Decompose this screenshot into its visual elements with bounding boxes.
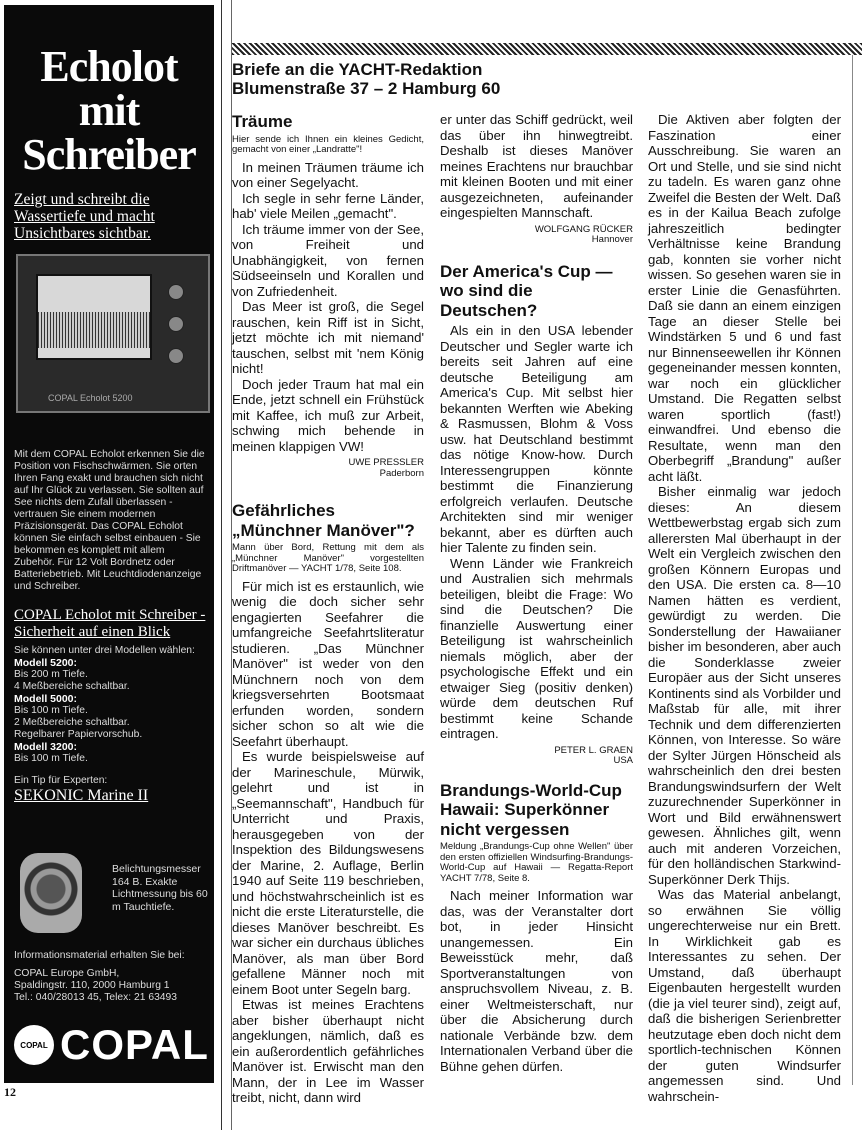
poem-stanza: In meinen Träumen träume ich von einer Segelyacht.	[232, 159, 424, 190]
article-lead: Meldung „Brandungs-Cup ohne Wellen" über den ersten offiziellen Windsurfing-Brandungs-World-Cup auf Hawaii — Regatta-Report YACHT 7/78, Seite 8.	[440, 841, 633, 884]
paragraph: Die Aktiven aber folgten der Faszination einer Ausschreibung. Sie waren an Ort und Stelle, und sie sind nicht zu tadeln. Es waren ganz ohne Zweifel die Besten der Welt. Daß es in der Kailua Beach zufolge jahreszeitlich bedingter Verhältnisse keine Brandung gab, konnten sie vorher nicht wissen. So gesehen waren sie in erster Linie die Genasführten. Daß sie dann an einem einzigen Tage an dieser Stelle bei Windstärken 5 und 6 und fast nur Binnenseewellen ihr Können gegeneinander messen konnten, war noch ein glücklicher Umstand. Die Regatten selbst waren sportlich (fast!) einwandfrei. Und ebenso die Resultate, wenn man den Oberbegriff „Brandung" außer acht läßt.	[648, 112, 841, 484]
author-signature: PETER L. GRAEN USA	[554, 744, 633, 766]
device-knob-icon	[168, 316, 184, 332]
paragraph: er unter das Schiff gedrückt, weil das über ihn hinwegtreibt. Deshalb ist dieses Manöver meines Erachtens nur brauchbar mit kleinen Booten und mit einer ausgezeichneten, aufeinander eingespielten Mannschaft.	[440, 112, 633, 220]
paragraph: Als ein in den USA lebender Deutscher und Segler warte ich bereits seit Jahren auf eine deutsche Beteiligung am America's Cup. Mit selbst hier bekannten Werften wie Abeking & Rasmussen, Blohm & Voss usw. hat Deutschland bestimmt das nötige Know-how. Durch Interessengruppen könnte bestimmt die Finanzierung erfolgreich verlaufen. Deutsche Architekten sind mir weniger bekannt, aber es dürften auch hier Talente zu finden sein.	[440, 323, 633, 555]
echolot-recorder-screen	[36, 274, 152, 360]
copal-advertisement	[4, 5, 214, 1083]
ad-heading: COPAL Echolot mit Schreiber - Sicherheit auf einen Blick	[14, 607, 206, 640]
article-title: Gefährliches „Münchner Manöver"?	[232, 501, 415, 540]
author-signature: WOLFGANG RÜCKER Hannover	[534, 223, 633, 245]
copal-logo-mark-icon: COPAL	[14, 1025, 54, 1065]
header-stripe	[232, 43, 862, 55]
paragraph: Nach meiner Information war das, was der Veranstalter dort bot, in jeder Hinsicht unangemessen. Ein Beweisstück mehr, daß Sportveranstaltungen von anspruchsvollem Niveau, z. B. einer Weltmeisterschaft, nur über die Absicherung durch nationale Verbände bzw. dem Internationalen Verband über die Bühne gehen dürfen.	[440, 888, 633, 1074]
paragraph: Wenn Länder wie Frankreich und Australien sich mehrmals beteiligen, bleibt die Frage: Wo sind die Deutschen? Die finanzielle Auswertung einer Beteiligung ist wahrscheinlich niemals möglich, aber der psychologische Effekt und ein etwaiger Sieg (positiv denken) würde dem deutschen Ruf bestimmt keine Schande eintragen.	[440, 555, 633, 741]
column-2	[440, 112, 633, 1074]
paragraph: Bisher einmalig war jedoch dieses: An diesem Wettbewerbstag ergab sich zum allerersten Mal überhaupt in der Welt ein Vergleich zwischen den großen Könnern Europas und den USA. Die ersten ca. 8—10 Namen hätten es verdient, gewürdigt zu werden. Die Sonderstellung der Hawaiianer bisher im besonderen, aber auch die Sonderklasse zweier Europäer aus der Sicht unseres Kontinents sind als Vorbilder und Maßstab für alle, mit ihrer Technik und dem differenzierten Können, von Interesse. So wäre der Sylter Jürgen Hönscheid als wahrscheinlich den drei besten Brandungswindsurfern der Welt zuzurechnender Superkönner in Wort und Bild erwähnenswert gewesen. Ähnliches gilt, wenn auch mit anderen Vorzeichen, für den holländischen Starkwind-Superkönner Derk Thijs.	[648, 484, 841, 887]
article-lead: Mann über Bord, Rettung mit dem als „Münchner Manöver" vorgestellten Driftmanöver — YACHT 1/78, Seite 108.	[232, 542, 424, 574]
ad-models: Sie können unter drei Modellen wählen: Modell 5200: Bis 200 m Tiefe. 4 Meßbereiche schaltbar. Modell 5000: Bis 100 m Tiefe. 2 Meßbereiche schaltbar. Regelbarer Papiervorschub. Modell 3200: Bis 100 m Tiefe. Ein Tip für Experten:	[14, 645, 195, 786]
article-title: Träume	[232, 112, 293, 131]
article-title: Der America's Cup — wo sind die Deutschen?	[440, 261, 613, 320]
light-meter-image	[20, 853, 82, 933]
poem-stanza: Ich segle in sehr ferne Länder, hab' viele Meilen „gemacht".	[232, 190, 424, 221]
paragraph: Etwas ist meines Erachtens aber bisher überhaupt nicht angeklungen, nämlich, daß es ein außerordentlich gefährliches Manöver ist. Erwischt man den Mann, der in Lee im Wasser treibt, nicht, dann wird	[232, 997, 424, 1105]
column-1	[232, 112, 424, 1106]
device-knob-icon	[168, 284, 184, 300]
paragraph: Was das Material anbelangt, so erwähnen Sie völlig ungerechterweise nur ein Brett. In Wirklichkeit gab es Interessantes zu sehen. Der Umstand, daß überhaupt Eigenbauten hergestellt wurden (die ja viel teurer sind), zeigt auf, daß die bisherigen Serienbretter heutzutage eben doch nicht dem sportlich-technischen Können der guten Windsurfer angemessen sind. Und wahrschein-	[648, 887, 841, 1104]
echolot-device-image	[16, 254, 210, 413]
paragraph: Es wurde beispielsweise auf der Marineschule, Mürwik, gelehrt und ist in „Seemannschaft", Handbuch für Unterricht und Praxis, herausgegeben von der Inspektion des Bildungswesens der Marine, 2. Auflage, Berlin 1940 auf Seite 119 beschrieben, und höchstwahrscheinlich ist es nicht die erste Literaturstelle, die dieses Manöver beschreibt. Es war sicher ein durchaus übliches Manöver, als man über Bord gefallene Männer noch mit einem Boot unter Segeln barg.	[232, 749, 424, 997]
device-brand-label: COPAL Echolot 5200	[48, 393, 133, 403]
paragraph: Für mich ist es erstaunlich, wie wenig die doch sicher sehr engagierten Seefahrer die umfangreiche Seefahrtsliteratur studieren. „Das Münchner Manöver" ist weder von den Münchnern noch von dem kriegsversehrten Bootsmaat erfunden worden, sondern sicher schon so alt wie die Seefahrt überhaupt.	[232, 578, 424, 749]
poem-stanza: Doch jeder Traum hat mal ein Ende, jetzt schnell ein Frühstück mit Kaffee, ich muß zur Arbeit, schwing mich behende in meinen klappigen VW!	[232, 376, 424, 454]
column-divider	[221, 0, 222, 1130]
copal-logo: COPAL COPAL	[14, 1021, 209, 1069]
ad-title: Echolot mit Schreiber	[22, 42, 196, 179]
ad-subtitle: Zeigt und schreibt die Wassertiefe und macht Unsichtbares sichtbar.	[14, 191, 155, 242]
article-title: Brandungs-World-Cup Hawaii: Superkönner nicht vergessen	[440, 780, 622, 839]
light-meter-text: Belichtungsmesser 164 B. Exakte Lichtmessung bis 60 m Tauchtiefe.	[112, 863, 208, 913]
poem-stanza: Ich träume immer von der See, von Freiheit und Unabhängigkeit, von fernen Südseeinseln und Korallen und von Zufriedenheit.	[232, 221, 424, 299]
column-3	[648, 112, 841, 1104]
poem-stanza: Das Meer ist groß, die Segel rauschen, kein Riff ist in Sicht, jetzt möchte ich mit niemand' tauschen, selbst mit 'nem König nicht!	[232, 299, 424, 376]
page-number: 12	[4, 1085, 16, 1099]
ad-body-text: Mit dem COPAL Echolot erkennen Sie die Position von Fischschwärmen. Sie orten Ihren Fang exakt und brauchen sich nicht auf Ihr Glück zu verlassen. Sie sollten auf See nichts dem Zufall überlassen - vertrauen Sie einem modernen Präzisionsgerät. Das COPAL Echolot können Sie einfach selbst einbauen - Sie bekommen es komplett mit allem Zubehör. Für 12 Volt Bordnetz oder Batteriebetrieb. Mit Leuchtdiodenanzeige und Schreiber.	[14, 449, 205, 592]
article-lead: Hier sende ich Ihnen ein kleines Gedicht, gemacht von einer „Landratte"!	[232, 133, 424, 155]
author-signature: UWE PRESSLER Paderborn	[348, 457, 424, 479]
section-header: Briefe an die YACHT-Redaktion Blumenstraße 37 – 2 Hamburg 60	[232, 60, 501, 98]
page-edge	[852, 45, 853, 1085]
ad-contact: Informationsmaterial erhalten Sie bei: COPAL Europe GmbH, Spaldingstr. 110, 2000 Hamburg 1 Tel.: 040/28013 45, Telex: 21 63493	[14, 950, 185, 1003]
device-knob-icon	[168, 348, 184, 364]
sekonic-heading: SEKONIC Marine II	[14, 787, 149, 804]
